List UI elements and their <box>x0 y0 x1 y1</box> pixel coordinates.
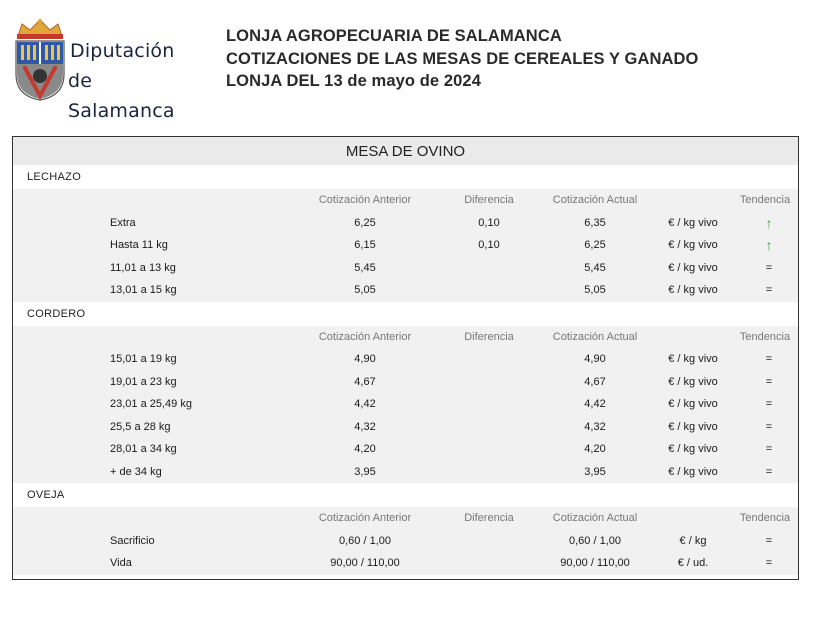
column-header-row <box>13 326 798 349</box>
row-cotizacion-actual: 4,90 <box>584 353 606 365</box>
col-header-anterior: Cotización Anterior <box>318 194 412 206</box>
row-unit: € / kg vivo <box>668 443 718 455</box>
table-row <box>13 371 798 394</box>
table-sections <box>13 165 798 575</box>
row-cotizacion-actual: 5,45 <box>584 261 606 274</box>
header-title-2: COTIZACIONES DE LAS MESAS DE CEREALES Y GANADO <box>226 49 699 68</box>
page-header <box>0 0 834 130</box>
row-unit: € / kg vivo <box>668 353 718 365</box>
row-cotizacion-actual: 4,42 <box>584 398 606 410</box>
row-category: 28,01 a 34 kg <box>110 443 177 455</box>
row-unit: € / kg vivo <box>668 375 718 388</box>
row-unit: € / kg vivo <box>668 465 718 478</box>
row-unit: € / kg vivo <box>668 398 718 410</box>
col-header-actual: Cotización Actual <box>552 330 638 343</box>
row-cotizacion-actual: 6,35 <box>584 216 606 229</box>
row-cotizacion-anterior: 4,67 <box>354 375 376 388</box>
col-header-tendencia: Tendencia <box>739 194 791 206</box>
row-cotizacion-anterior: 6,25 <box>354 216 376 229</box>
col-header-diferencia: Diferencia <box>464 194 514 206</box>
trend-equal-icon: = <box>765 353 773 365</box>
trend-equal-icon: = <box>765 375 773 388</box>
row-category: 25,5 a 28 kg <box>110 420 171 433</box>
trend-up-icon: ↑ <box>765 214 773 231</box>
row-category: 23,01 a 25,49 kg <box>110 398 192 410</box>
row-cotizacion-anterior: 3,95 <box>354 465 376 478</box>
ovino-price-table <box>12 136 799 580</box>
header-title-1: LONJA AGROPECUARIA DE SALAMANCA <box>226 27 562 45</box>
row-diferencia: 0,10 <box>478 216 500 229</box>
row-cotizacion-anterior: 90,00 / 110,00 <box>330 557 400 569</box>
header-title-3: LONJA DEL 13 de mayo de 2024 <box>226 72 481 90</box>
column-header-row <box>13 189 798 212</box>
table-row <box>13 530 798 553</box>
trend-up-icon: ↑ <box>765 237 773 253</box>
row-cotizacion-anterior: 5,45 <box>354 261 376 274</box>
row-category: Sacrificio <box>110 534 155 547</box>
col-header-actual: Cotización Actual <box>552 194 638 206</box>
row-cotizacion-anterior: 6,15 <box>354 239 376 251</box>
row-cotizacion-actual: 4,20 <box>584 443 606 455</box>
diputacion-logo <box>12 14 192 122</box>
col-header-anterior: Cotización Anterior <box>318 330 412 343</box>
table-row <box>13 393 798 416</box>
trend-equal-icon: = <box>765 420 773 433</box>
section-label-cordero: CORDERO <box>13 302 798 326</box>
row-category: Vida <box>110 557 132 569</box>
row-category: 11,01 a 13 kg <box>110 261 176 274</box>
row-unit: € / kg vivo <box>668 239 718 251</box>
row-cotizacion-anterior: 4,32 <box>354 420 376 433</box>
coat-of-arms-icon <box>12 14 68 102</box>
row-unit: € / ud. <box>677 557 709 569</box>
table-row <box>13 279 798 302</box>
col-header-anterior: Cotización Anterior <box>318 512 412 524</box>
trend-equal-icon: = <box>765 284 773 296</box>
logo-wordmark <box>68 36 192 126</box>
row-cotizacion-actual: 3,95 <box>584 465 606 478</box>
col-header-tendencia: Tendencia <box>739 330 791 343</box>
row-category: + de 34 kg <box>110 465 162 478</box>
row-unit: € / kg <box>679 534 707 547</box>
col-header-diferencia: Diferencia <box>464 330 514 343</box>
col-header-tendencia: Tendencia <box>739 512 791 524</box>
row-cotizacion-anterior: 4,90 <box>354 353 376 365</box>
table-row <box>13 234 798 257</box>
section-rows <box>13 507 798 575</box>
trend-equal-icon: = <box>765 557 773 569</box>
logo-line-2: de Salamanca <box>68 70 175 122</box>
row-cotizacion-anterior: 4,20 <box>354 443 376 455</box>
table-row <box>13 257 798 280</box>
row-diferencia: 0,10 <box>478 239 500 251</box>
table-title: MESA DE OVINO <box>13 137 798 165</box>
header-titles <box>226 25 698 93</box>
row-category: Hasta 11 kg <box>110 239 168 251</box>
row-unit: € / kg vivo <box>668 216 718 229</box>
row-cotizacion-actual: 0,60 / 1,00 <box>569 534 621 547</box>
col-header-diferencia: Diferencia <box>464 512 514 524</box>
row-category: 13,01 a 15 kg <box>110 284 177 296</box>
row-cotizacion-actual: 5,05 <box>584 284 606 296</box>
col-header-actual: Cotización Actual <box>552 512 638 524</box>
trend-equal-icon: = <box>765 261 773 274</box>
logo-line-1: Diputación <box>70 40 175 62</box>
row-unit: € / kg vivo <box>668 284 718 296</box>
section-label-oveja: OVEJA <box>13 483 798 507</box>
table-row <box>13 438 798 461</box>
row-category: Extra <box>110 216 136 229</box>
row-unit: € / kg vivo <box>668 420 718 433</box>
column-header-row <box>13 507 798 530</box>
row-cotizacion-actual: 4,32 <box>584 420 606 433</box>
section-rows <box>13 189 798 302</box>
table-row <box>13 416 798 439</box>
row-category: 15,01 a 19 kg <box>110 353 177 365</box>
row-category: 19,01 a 23 kg <box>110 375 177 388</box>
section-label-lechazo: LECHAZO <box>13 165 798 189</box>
trend-equal-icon: = <box>765 398 773 410</box>
section-rows <box>13 326 798 484</box>
row-cotizacion-actual: 90,00 / 110,00 <box>560 557 630 569</box>
trend-equal-icon: = <box>765 534 773 547</box>
table-row <box>13 552 798 575</box>
row-cotizacion-actual: 4,67 <box>584 375 606 388</box>
row-cotizacion-anterior: 5,05 <box>354 284 376 296</box>
row-cotizacion-anterior: 0,60 / 1,00 <box>339 534 391 547</box>
table-row <box>13 348 798 371</box>
trend-equal-icon: = <box>765 465 773 478</box>
row-unit: € / kg vivo <box>668 261 718 274</box>
table-row <box>13 461 798 484</box>
trend-equal-icon: = <box>765 443 773 455</box>
row-cotizacion-anterior: 4,42 <box>354 398 376 410</box>
row-cotizacion-actual: 6,25 <box>584 239 606 251</box>
table-row <box>13 212 798 235</box>
